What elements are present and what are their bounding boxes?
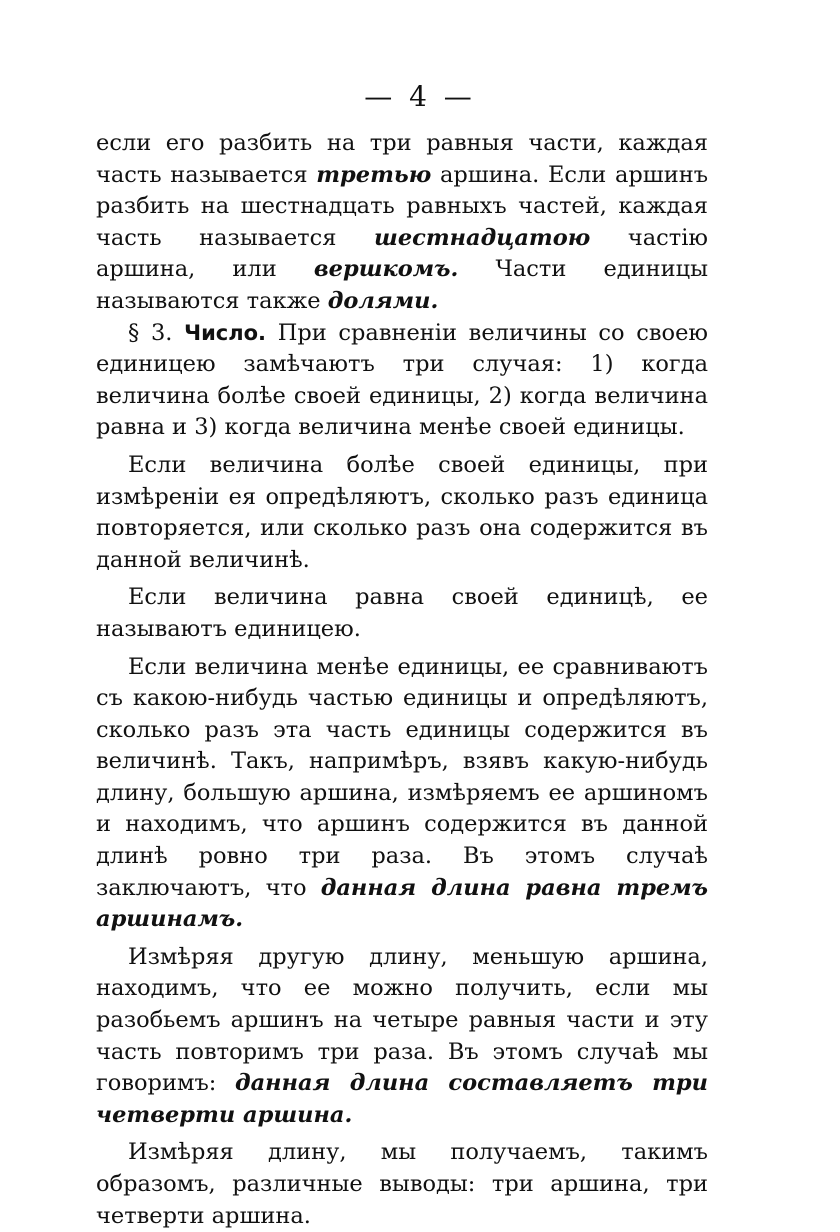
text-run: Если величина болѣе своей единицы, при измѣреніи ея опредѣляютъ, сколько разъ единица повторяется, или сколько разъ она содержится въ данной величинѣ. [96,451,708,573]
paragraph [96,652,708,936]
text-run: Если величина менѣе единицы, ее сравниваютъ съ какою-нибудь частью единицы и опредѣляютъ, сколько разъ эта часть единицы содержится въ величинѣ. Такъ, напримѣръ, взявъ какую-нибудь длину, большую аршина, измѣряемъ ее аршиномъ и находимъ, что аршинъ содержится въ данной длинѣ ровно три раза. Въ этомъ случаѣ заключаютъ, что [96,653,708,901]
paragraph [96,128,708,318]
text-run: § 3. [128,319,185,346]
page-number: — 4 — [364,80,476,113]
paragraph [96,582,708,645]
text-run: аршина. Если аршинъ разбить на шестнадцать равныхъ частей, каждая часть называется [96,161,709,251]
text-run: При сравненіи величины со своею единицею замѣчаютъ три случая: 1) когда величина болѣе своей единицы, 2) когда величина равна и 3) когда величина менѣе своей единицы. [96,319,708,441]
paragraph [96,450,708,576]
emphasized-term: вершкомъ. [313,256,459,283]
emphasized-term: шестнадцатою [374,224,591,251]
paragraph [96,1137,708,1232]
emphasized-term: данная длина составляетъ три четверти аршина. [96,1070,709,1128]
text-run: Если величина равна своей единицѣ, ее называютъ единицею. [96,584,708,642]
emphasized-term: долями. [327,287,439,314]
body-text [96,128,708,1232]
emphasized-term: данная длина равна тремъ аршинамъ. [96,874,708,933]
section-heading: Число. [184,320,267,345]
paragraph [96,318,708,444]
paragraph [96,942,708,1132]
text-run: если его разбить на три равныя части, каждая часть называется [96,130,708,188]
text-run: частію аршина, или [96,224,708,283]
emphasized-term: третью [316,161,432,188]
text-run: Измѣряя другую длину, меньшую аршина, находимъ, что ее можно получить, если мы разобьемъ аршинъ на четыре равныя части и эту часть повторимъ три раза. Въ этомъ случаѣ мы говоримъ: [96,943,708,1097]
text-run: Измѣряя длину, мы получаемъ, такимъ образомъ, различные выводы: три аршина, три четверти аршина. [96,1139,708,1229]
text-run: Части единицы называются также [96,256,708,314]
